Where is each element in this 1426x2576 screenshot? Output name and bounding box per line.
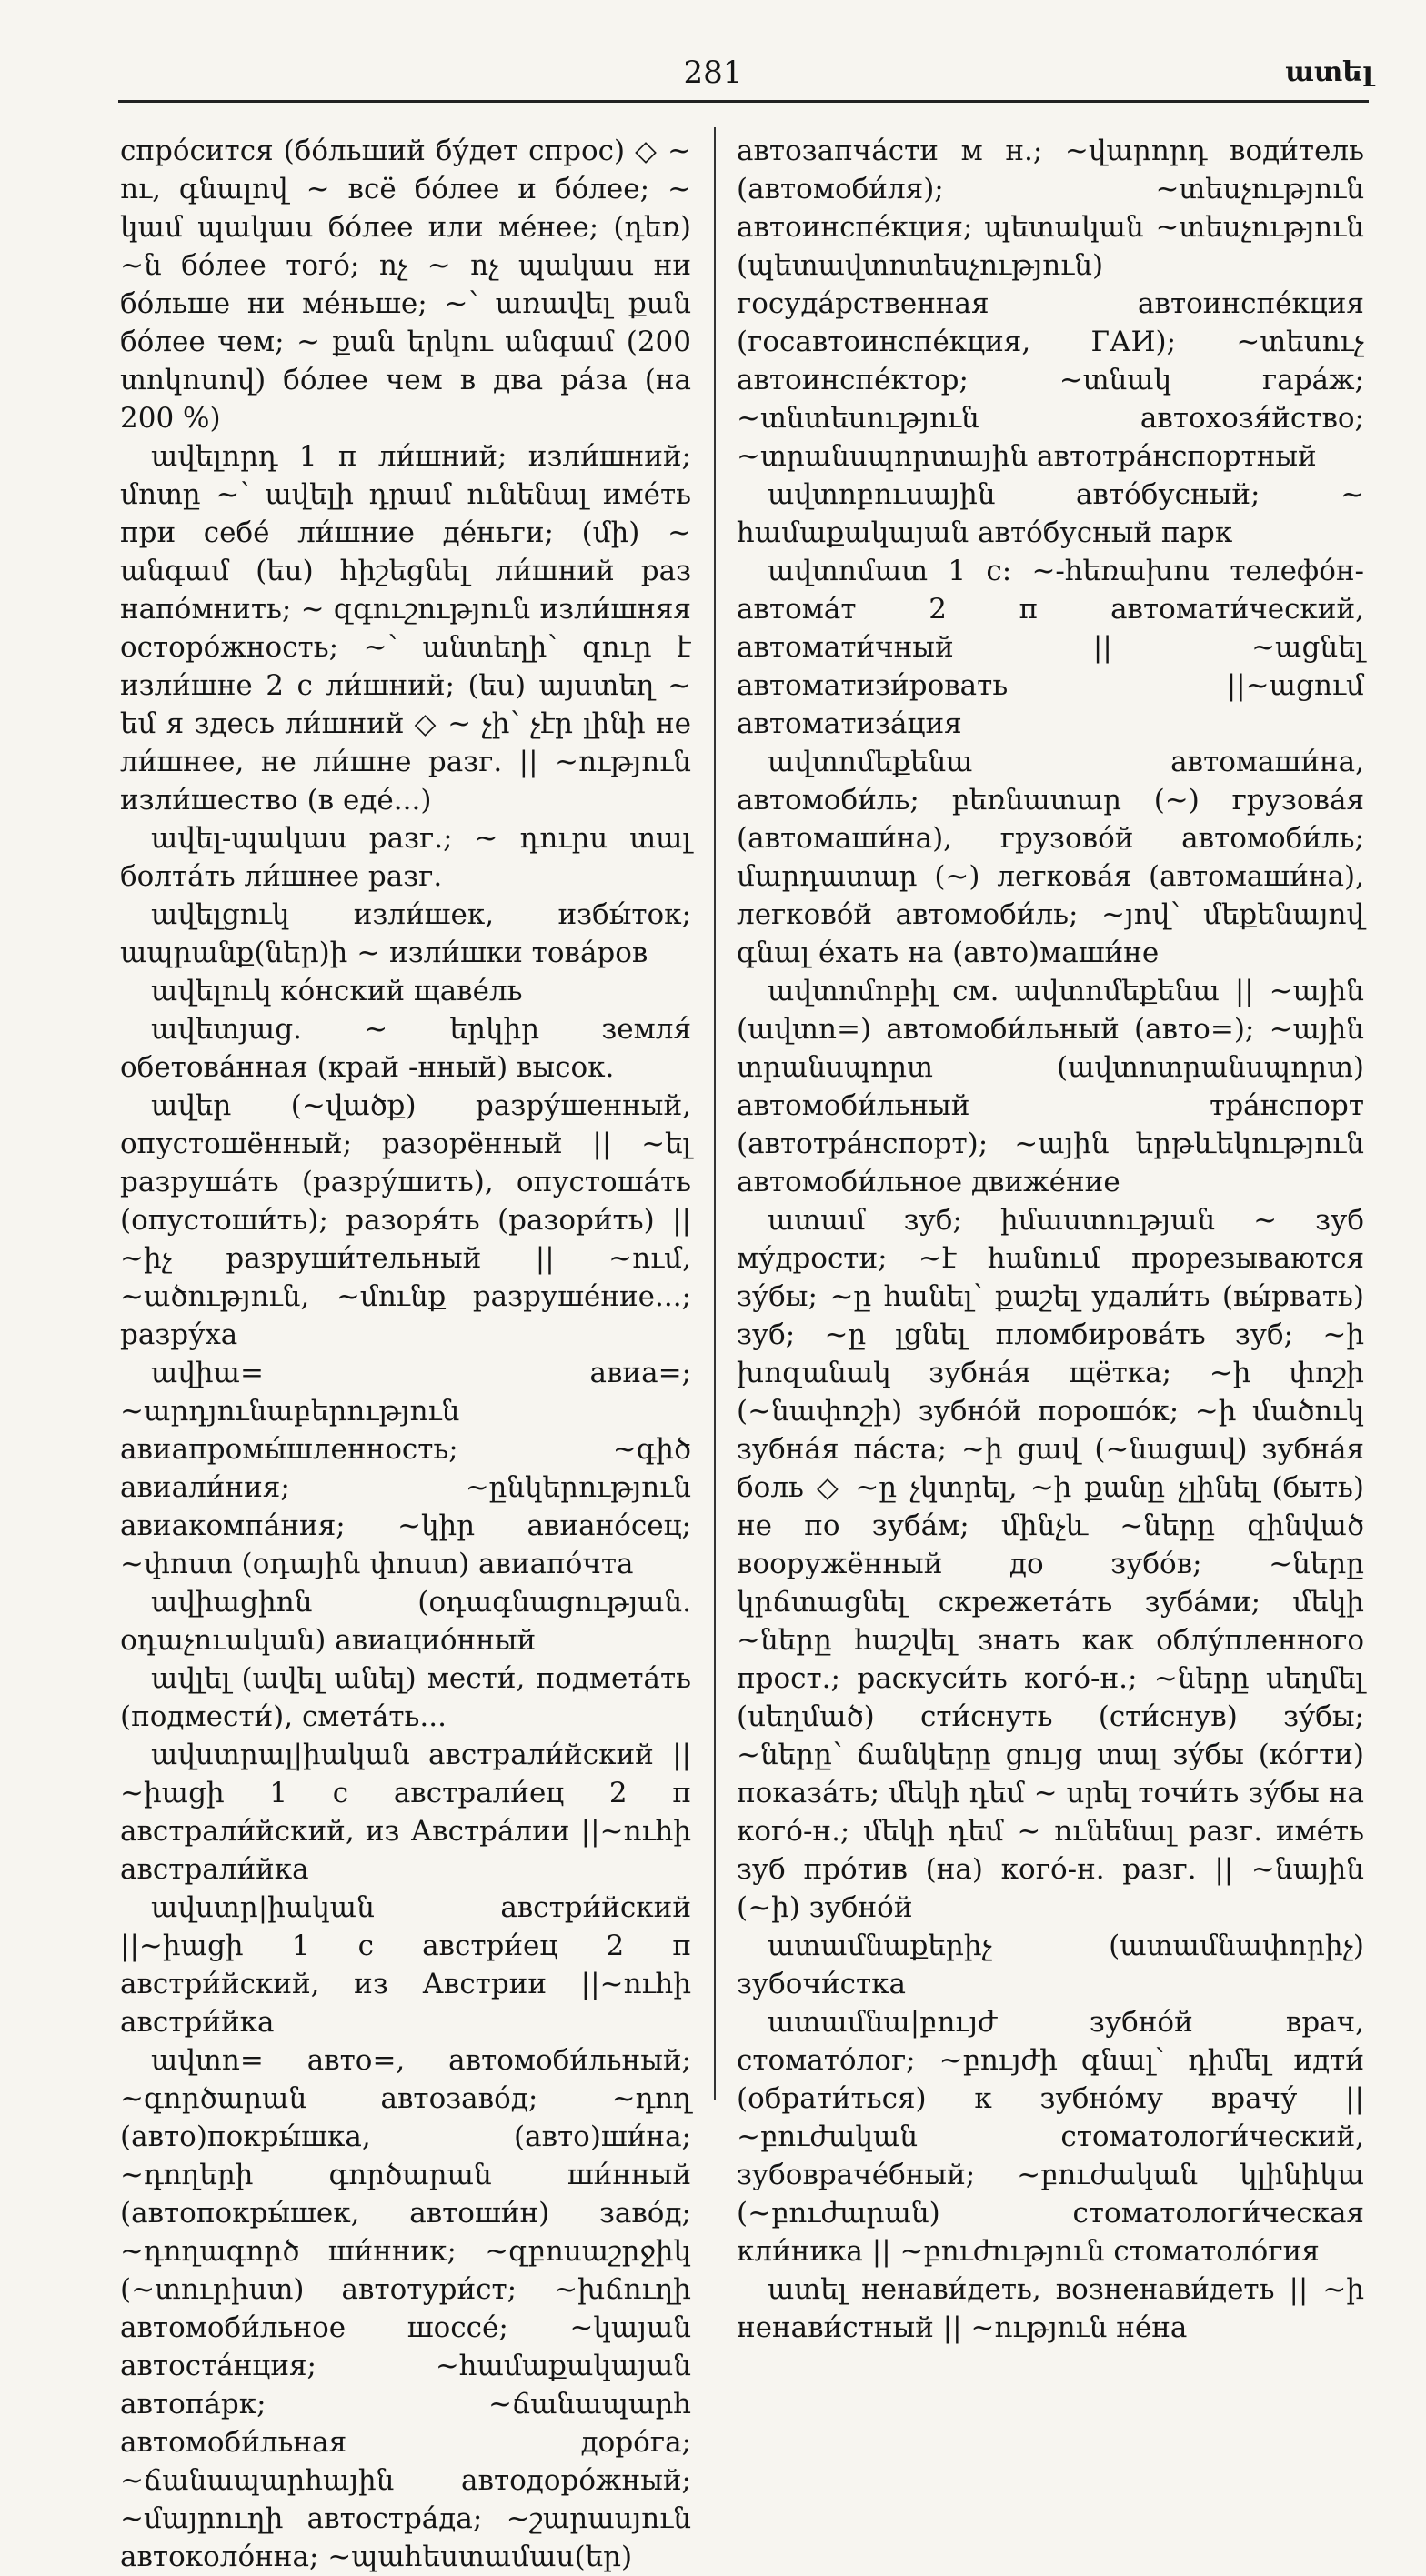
right-column bbox=[737, 132, 1364, 2344]
dictionary-entry: ատամ зуб; իմաստության ~ зуб му́дрости; ~է հանում прорезываются зу́бы; ~ը հանել՝ քաշել удали́ть (вы́рвать) зуб; ~ը լցնել пломбирова́ть зуб; ~ի խոզանակ зубна́я щётка; ~ի փոշի (~նափոշի) зубно́й порошо́к; ~ի մածուկ зубна́я па́ста; ~ի ցավ (~նացավ) зубна́я боль ◇ ~ը չկտրել, ~ի քանը չլինել (быть) не по зуба́м; մինչև ~ները զինված вооружённый до зубо́в; ~ները կրճտացնել скрежета́ть зуба́ми; մեկի ~ները հաշվել знать как облу́пленного прост.; раскуси́ть кого́-н.; ~ները սեղմել (սեղմած) сти́снуть (сти́снув) зу́бы; ~ները՝ ճանկերը ցույց տալ зу́бы (ко́гти) показа́ть; մեկի դեմ ~ սրել точи́ть зу́бы на кого́-н.; մեկի դեմ ~ ունենալ разг. име́ть зуб про́тив (на) кого́-н. разг. || ~նային (~ի) зубно́й bbox=[737, 1204, 1364, 1924]
dictionary-entry: ավելորդ 1 п ли́шний; изли́шний; մոտը ~՝ ավելի դրամ ունենալ име́ть при себе́ ли́шние де́ньги; (մի) ~ անգամ (ես) հիշեցնել ли́шний раз напо́мнить; ~ զգուշություն изли́шняя осторо́жность; ~՝ անտեղի՝ զուր է изли́шне 2 с ли́шний; (ես) այստեղ ~ եմ я здесь ли́шний ◇ ~ չի՝ չէր լինի не ли́шнее, не ли́шне разг. || ~ություն изли́шество (в еде́...) bbox=[120, 440, 691, 817]
dictionary-entry: ատամնա|բույժ зубно́й врач, стомато́лог; ~բույժի գնալ՝ դիմել идти́ (обрати́ться) к зубно́му врачу́ || ~բուժական стоматологи́ческий, зубовраче́бный; ~բուժական կլինիկա (~բուժարան) стоматологи́ческая кли́ника || ~բուժություն стоматоло́гия bbox=[737, 2006, 1364, 2268]
dictionary-entry: ավտոբուսային авто́бусный; ~ համաքակայան авто́бусный парк bbox=[737, 478, 1364, 549]
dictionary-entry: ավտոմոբիլ см. ավտոմեքենա || ~ային (ավտո=) автомоби́льный (авто=); ~ային տրանսպորտ (ավտոտրանսպորտ) автомоби́льный тра́нспорт (автотра́нспорт); ~ային երթևեկություն автомоби́льное движе́ние bbox=[737, 975, 1364, 1198]
dictionary-entry: ատամնաքերիչ (ատամնափորիչ) зубочи́стка bbox=[737, 1929, 1364, 2000]
dictionary-entry: ավտո= авто=, автомоби́льный; ~գործարան автозаво́д; ~դող (авто)покры́шка, (авто)ши́на; ~դողերի գործարան ши́нный (автопокры́шек, автоши́н) заво́д; ~դողագործ ши́нник; ~զբոսաշրջիկ (~տուրիստ) автотури́ст; ~խճուղի автомоби́льное шоссе́; ~կայան автоста́нция; ~համաքակայան автопа́рк; ~ճանապարհ автомоби́льная доро́га; ~ճանապարհային автодоро́жный; ~մայրուղի автостра́да; ~շարասյուն автоколо́нна; ~պահեստամաս(եր) bbox=[120, 2044, 691, 2573]
dictionary-entry: ատել ненави́деть, возненави́деть || ~ի ненави́стный || ~ություն не́на bbox=[737, 2273, 1364, 2344]
page-number: 281 bbox=[683, 55, 743, 91]
dictionary-entry: ավեր (~վածք) разру́шенный, опустошённый; разорённый || ~ել разруша́ть (разру́шить), опустоша́ть (опустоши́ть); разоря́ть (разори́ть) || ~իչ разруши́тельный || ~ում, ~ածություն, ~մունք разруше́ние...; разру́ха bbox=[120, 1089, 691, 1351]
dictionary-entry: ավելցուկ изли́шек, избы́ток; ապրանք(ներ)ի ~ изли́шки това́ров bbox=[120, 898, 691, 969]
dictionary-entry: спро́сится (бо́льший бу́дет спрос) ◇ ~ ու, գնալով ~ всё бо́лее и бо́лее; ~ կամ պակաս бо́лее или ме́нее; (դեռ) ~ն бо́лее того́; ոչ ~ ոչ պակաս ни бо́льше ни ме́ньше; ~՝ առավել քան бо́лее чем; ~ քան երկու անգամ (200 տոկոսով) бо́лее чем в два ра́за (на 200 %) bbox=[120, 135, 691, 435]
dictionary-entry: ավել-պակաս разг.; ~ դուրս տալ болта́ть ли́шнее разг. bbox=[120, 822, 691, 893]
header-rule bbox=[118, 100, 1369, 103]
left-column bbox=[120, 132, 691, 2573]
dictionary-entry: ավստր|իական австри́йский ||~իացի 1 с австри́ец 2 п австри́йский, из Австрии ||~ուհի австри́йка bbox=[120, 1891, 691, 2039]
dictionary-entry: автозапча́сти м н.; ~վարորդ води́тель (автомоби́ля); ~տեսչություն автоинспе́кция; պետական ~տեսչություն (պետավտոտեսչություն) госуда́рственная автоинспе́кция (госавтоинспе́кция, ГАИ); ~տեսուչ автоинспе́ктор; ~տնակ гара́ж; ~տնտեսություն автохозя́йство; ~տրանսպորտային автотра́нспортный bbox=[737, 135, 1364, 473]
dictionary-entry: ավիա= авиа=; ~արդյունաբերություն авиапромы́шленность; ~գիծ авиали́ния; ~ընկերություն авиакомпа́ния; ~կիր авиано́сец; ~փոստ (օդային փոստ) авиапо́чта bbox=[120, 1357, 691, 1580]
running-head: ատել bbox=[1285, 56, 1373, 88]
dictionary-entry: ավելուկ ко́нский щаве́ль bbox=[151, 975, 523, 1007]
dictionary-entry: ավիացիոն (օդագնացության. օդաչուական) авиацио́нный bbox=[120, 1586, 691, 1657]
column-divider bbox=[714, 127, 716, 2100]
dictionary-entry: ավտոմեքենա автомаши́на, автомоби́ль; բեռնատար (~) грузова́я (автомаши́на), грузово́й автомоби́ль; մարդատար (~) легкова́я (автомаши́на), легково́й автомоби́ль; ~յով՝ մեքենայով գնալ е́хать на (авто)маши́не bbox=[737, 746, 1364, 969]
dictionary-entry: ավստրալ|իական австрали́йский || ~իացի 1 с австрали́ец 2 п австрали́йский, из Австра́лии ||~ուհի австрали́йка bbox=[120, 1739, 691, 1886]
dictionary-entry: ավտոմատ 1 с: ~-հեռախոս телефо́н-автома́т 2 п автомати́ческий, автомати́чный || ~ացնել автоматизи́ровать ||~ացում автоматиза́ция bbox=[737, 555, 1364, 740]
dictionary-entry: ավետյաց. ~ երկիր земля́ обетова́нная (край -нный) высок. bbox=[120, 1013, 691, 1084]
dictionary-entry: ավլել (ավել անել) мести́, подмета́ть (подмести́), смета́ть... bbox=[120, 1662, 691, 1733]
